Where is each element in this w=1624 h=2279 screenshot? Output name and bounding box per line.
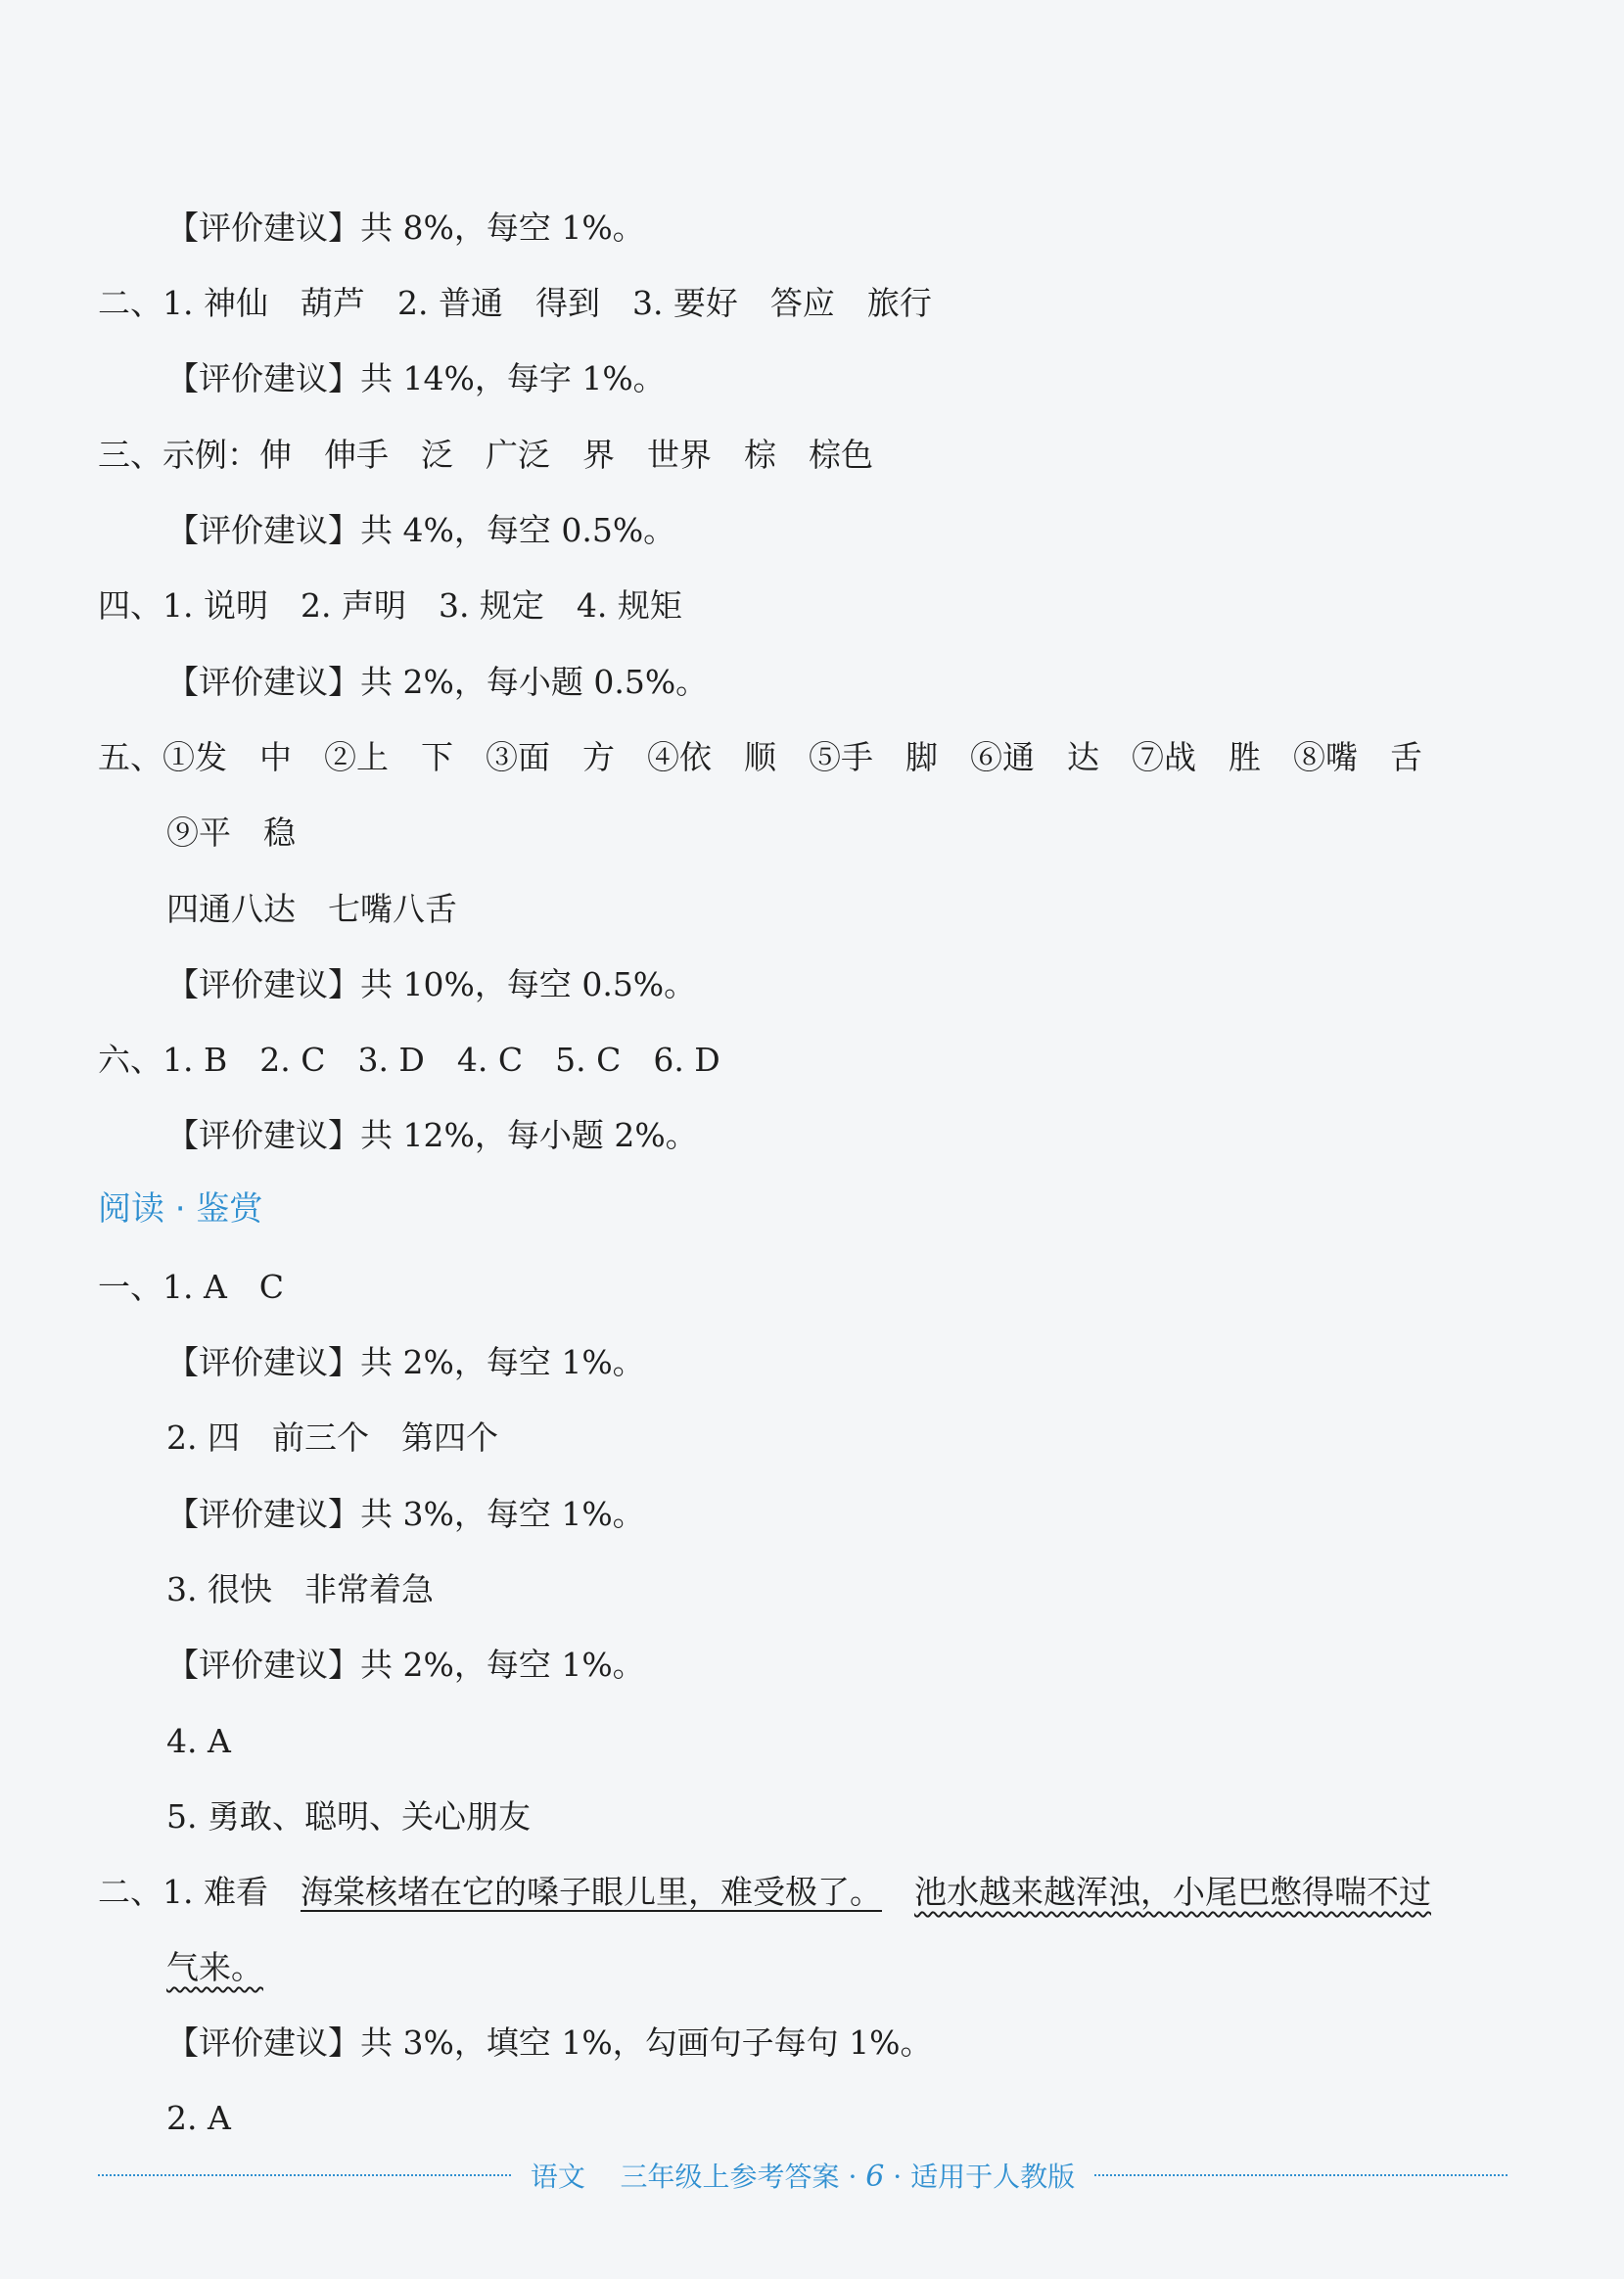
answer-line: 一、1. A C (98, 1268, 285, 1306)
gap (882, 1873, 914, 1912)
page-footer (98, 2156, 1508, 2195)
answer-line: 5. 勇敢、聪明、关心朋友 (166, 1797, 531, 1836)
evaluation-note: 【评价建议】共 8%，每空 1%。 (166, 209, 645, 247)
footer-edition: 适用于人教版 (910, 2161, 1076, 2193)
answer-line: 三、示例：伸 伸手 泛 广泛 界 世界 棕 棕色 (98, 436, 873, 474)
wavy-underlined-sentence-end: 气来。 (166, 1948, 263, 1986)
evaluation-note: 【评价建议】共 2%，每空 1%。 (166, 1646, 645, 1684)
section-heading: 阅读 · 鉴赏 (98, 1189, 263, 1229)
footer-dotted-rule-right (1094, 2174, 1508, 2176)
evaluation-note: 【评价建议】共 12%，每小题 2%。 (166, 1116, 698, 1154)
evaluation-note: 【评价建议】共 2%，每空 1%。 (166, 1343, 645, 1381)
answer-line: ⑨平 稳 (166, 814, 296, 852)
answer-line: 二、1. 神仙 葫芦 2. 普通 得到 3. 要好 答应 旅行 (98, 284, 932, 322)
answer-line: 五、①发 中 ②上 下 ③面 方 ④依 顺 ⑤手 脚 ⑥通 达 ⑦战 胜 ⑧嘴 舌 (98, 738, 1422, 776)
answer-line: 四、1. 说明 2. 声明 3. 规定 4. 规矩 (98, 586, 682, 625)
footer-title: 三年级上参考答案 (620, 2161, 840, 2193)
answer-line: 4. A (166, 1722, 231, 1760)
evaluation-note: 【评价建议】共 4%，每空 0.5%。 (166, 511, 676, 549)
answer-line-continued (166, 1948, 263, 1987)
evaluation-note: 【评价建议】共 14%，每字 1%。 (166, 359, 666, 397)
evaluation-note: 【评价建议】共 3%，每空 1%。 (166, 1495, 645, 1533)
answer-line: 六、1. B 2. C 3. D 4. C 5. C 6. D (98, 1041, 720, 1079)
evaluation-note: 【评价建议】共 2%，每小题 0.5%。 (166, 663, 709, 701)
answer-line-with-marked-sentences (98, 1873, 1431, 1912)
answer-line: 2. 四 前三个 第四个 (166, 1419, 498, 1457)
answer-line: 四通八达 七嘴八舌 (166, 890, 457, 928)
footer-subject: 语文 (530, 2161, 585, 2193)
answer-line: 2. A (166, 2099, 231, 2137)
straight-underlined-sentence: 海棠核堵在它的嗓子眼儿里，难受极了。 (300, 1873, 882, 1911)
evaluation-note: 【评价建议】共 10%，每空 0.5%。 (166, 965, 697, 1003)
wavy-underlined-sentence: 池水越来越浑浊，小尾巴憋得喘不过 (913, 1873, 1431, 1911)
answer-prefix: 二、1. 难看 (98, 1873, 301, 1911)
footer-dotted-rule-left (98, 2174, 511, 2176)
evaluation-note: 【评价建议】共 3%，填空 1%，勾画句子每句 1%。 (166, 2023, 933, 2062)
page-number: 6 (865, 2160, 885, 2194)
answer-line: 3. 很快 非常着急 (166, 1570, 434, 1608)
footer-text: 语文 三年级上参考答案 · 6 · 适用于人教版 (530, 2160, 1076, 2194)
